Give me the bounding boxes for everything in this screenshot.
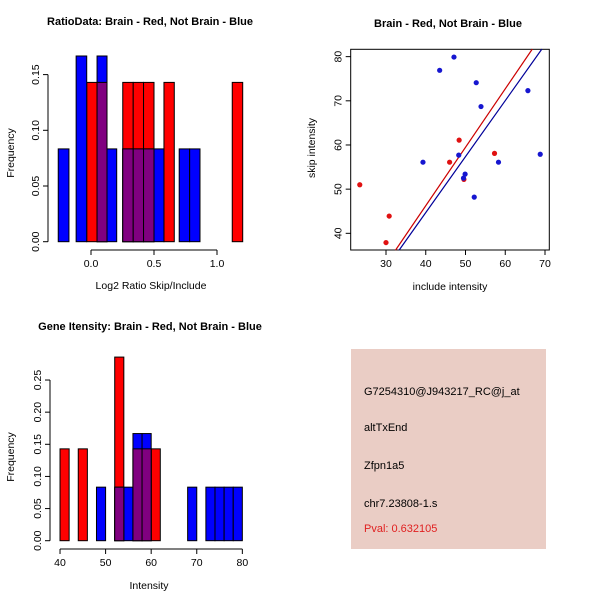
svg-text:0.10: 0.10 <box>30 120 42 141</box>
svg-text:Gene Itensity: Brain - Red, No: Gene Itensity: Brain - Red, Not Brain - Blue <box>38 321 262 333</box>
svg-text:80: 80 <box>332 50 345 63</box>
gene-histogram-panel <box>0 300 300 600</box>
svg-text:80: 80 <box>236 557 249 569</box>
svg-text:Frequency: Frequency <box>5 128 17 178</box>
svg-text:1.0: 1.0 <box>209 258 225 270</box>
pval-text: Pval: 0.632105 <box>364 523 438 535</box>
locus-text: chr7.23808-1.s <box>364 498 438 510</box>
svg-text:Intensity: Intensity <box>129 580 169 592</box>
svg-text:70: 70 <box>539 258 551 270</box>
intensity-scatter-panel <box>300 0 600 300</box>
svg-text:40: 40 <box>332 227 345 240</box>
svg-text:50: 50 <box>99 557 112 569</box>
svg-text:0.00: 0.00 <box>32 530 44 551</box>
intensity-scatter-chart <box>300 0 600 300</box>
svg-text:0.25: 0.25 <box>32 369 44 391</box>
svg-text:0.15: 0.15 <box>32 434 44 455</box>
svg-text:30: 30 <box>380 258 392 270</box>
svg-text:50: 50 <box>459 258 472 270</box>
svg-text:40: 40 <box>419 258 432 270</box>
svg-text:70: 70 <box>332 94 345 107</box>
svg-text:60: 60 <box>145 557 158 569</box>
svg-text:0.10: 0.10 <box>32 466 44 487</box>
svg-text:0.20: 0.20 <box>32 401 44 423</box>
ratio-histogram-chart <box>0 0 300 300</box>
svg-text:Frequency: Frequency <box>5 432 17 482</box>
info-panel <box>351 349 546 549</box>
gene-histogram-chart <box>0 300 300 600</box>
svg-text:skip intensity: skip intensity <box>306 117 318 179</box>
svg-text:40: 40 <box>54 557 66 569</box>
svg-text:0.05: 0.05 <box>30 175 42 197</box>
svg-text:0.5: 0.5 <box>146 258 162 270</box>
svg-text:0.0: 0.0 <box>83 258 99 270</box>
ratio-histogram-panel <box>0 0 300 300</box>
svg-text:60: 60 <box>499 258 512 270</box>
svg-text:Brain - Red, Not Brain - Blue: Brain - Red, Not Brain - Blue <box>374 18 522 30</box>
svg-text:Log2 Ratio Skip/Include: Log2 Ratio Skip/Include <box>95 280 207 292</box>
event-type-text: altTxEnd <box>364 422 408 434</box>
svg-text:0.05: 0.05 <box>32 498 44 519</box>
svg-text:0.15: 0.15 <box>30 64 42 85</box>
svg-text:0.00: 0.00 <box>30 231 42 252</box>
gene-name-text: Zfpn1a5 <box>364 460 405 472</box>
svg-text:50: 50 <box>332 183 345 195</box>
svg-text:60: 60 <box>332 139 345 151</box>
svg-text:include intensity: include intensity <box>412 281 488 293</box>
probe-id-text: G7254310@J943217_RC@j_at <box>364 386 520 398</box>
svg-text:70: 70 <box>190 557 203 569</box>
svg-text:RatioData: Brain - Red, Not Br: RatioData: Brain - Red, Not Brain - Blue <box>47 16 253 28</box>
